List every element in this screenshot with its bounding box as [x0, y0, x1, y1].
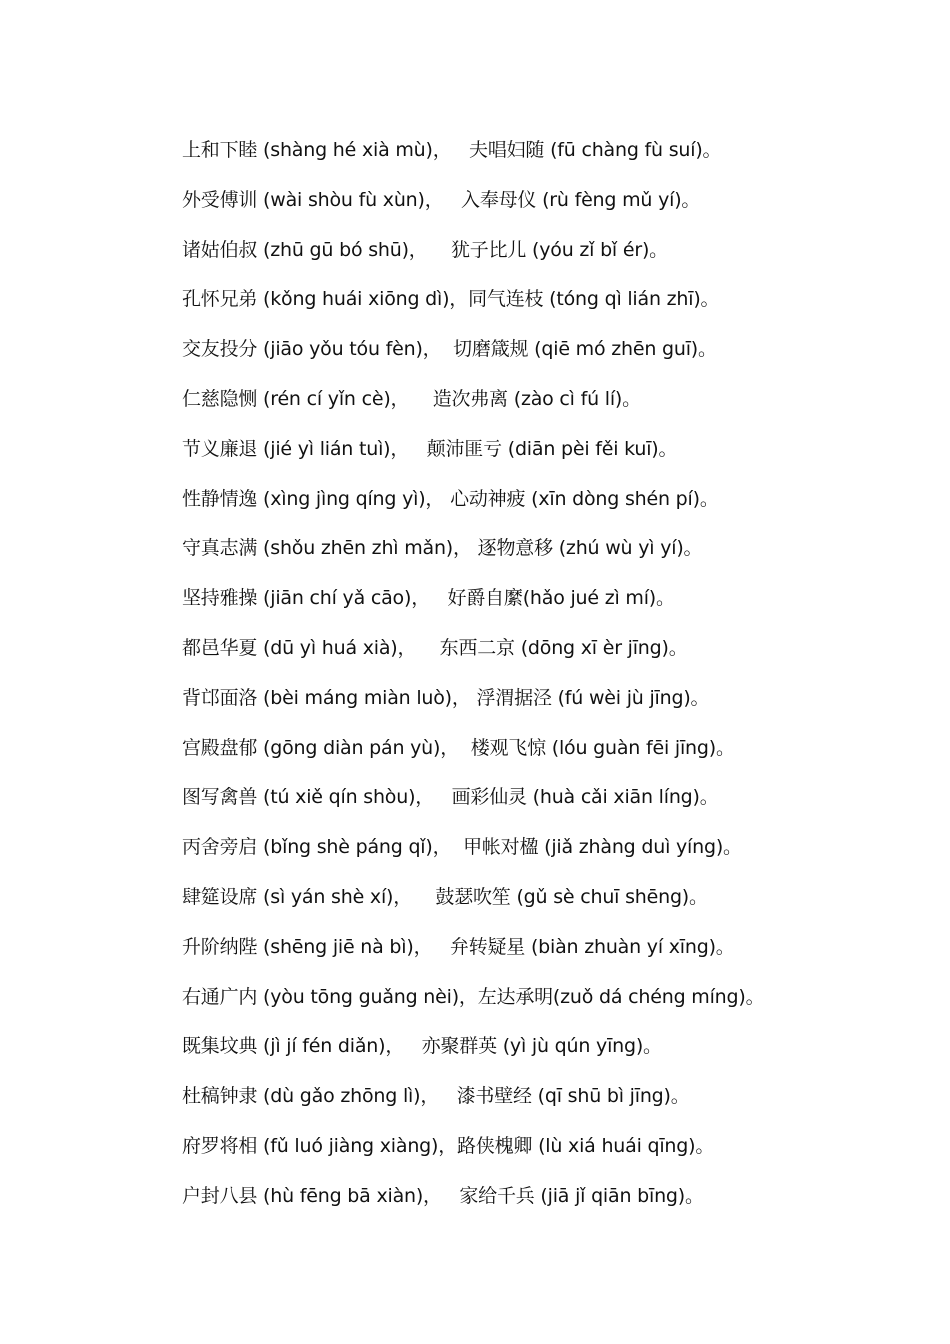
line-text: 肆筵设席 (sì yán shè xí)， 鼓瑟吹笙 (gǔ sè chuī shēng)。 — [182, 885, 708, 908]
text-line — [182, 134, 922, 184]
text-line — [182, 483, 922, 533]
text-line — [182, 433, 922, 483]
text-line — [182, 1130, 922, 1180]
line-text: 宫殿盘郁 (gōng diàn pán yù)， 楼观飞惊 (lóu guàn fēi jīng)。 — [182, 736, 735, 759]
line-text: 上和下睦 (shàng hé xià mù)， 夫唱妇随 (fū chàng fù suí)。 — [182, 139, 722, 161]
line-text: 仁慈隐恻 (rén cí yǐn cè)， 造次弗离 (zào cì fú lí)。 — [182, 387, 641, 410]
line-text: 外受傅训 (wài shòu fù xùn)， 入奉母仪 (rù fèng mǔ yí)。 — [182, 188, 701, 211]
line-text: 背邙面洛 (bèi máng miàn luò)， 浮渭据泾 (fú wèi jù jīng)。 — [182, 686, 710, 709]
text-line — [182, 981, 922, 1031]
line-text: 交友投分 (jiāo yǒu tóu fèn)， 切磨箴规 (qiē mó zhēn guī)。 — [182, 338, 717, 361]
text-line — [182, 333, 922, 383]
line-text: 既集坟典 (jì jí fén diǎn)， 亦聚群英 (yì jù qún yīng)。 — [182, 1035, 662, 1058]
line-text: 户封八县 (hù fēng bā xiàn)， 家给千兵 (jiā jǐ qiān bīng)。 — [182, 1184, 704, 1207]
text-line — [182, 184, 922, 234]
text-line — [182, 831, 922, 881]
line-text: 孔怀兄弟 (kǒng huái xiōng dì)，同气连枝 (tóng qì lián zhī)。 — [182, 288, 720, 311]
text-line — [182, 234, 922, 284]
line-text: 府罗将相 (fǔ luó jiàng xiàng)，路侠槐卿 (lù xiá huái qīng)。 — [182, 1134, 715, 1157]
text-line — [182, 781, 922, 831]
text-line — [182, 1180, 922, 1230]
line-text: 都邑华夏 (dū yì huá xià)， 东西二京 (dōng xī èr jīng)。 — [182, 636, 688, 659]
line-text: 升阶纳陛 (shēng jiē nà bì)， 弁转疑星 (biàn zhuàn yí xīng)。 — [182, 935, 735, 958]
text-line — [182, 931, 922, 981]
text-line — [182, 682, 922, 732]
line-text: 节义廉退 (jié yì lián tuì)， 颠沛匪亏 (diān pèi fěi kuī)。 — [182, 437, 678, 460]
text-line — [182, 632, 922, 682]
text-line — [182, 881, 922, 931]
line-text: 杜稿钟隶 (dù gǎo zhōng lì)， 漆书壁经 (qī shū bì jīng)。 — [182, 1085, 690, 1108]
text-lines — [182, 134, 922, 1230]
text-line — [182, 383, 922, 433]
text-line — [182, 1080, 922, 1130]
line-text: 丙舍旁启 (bǐng shè páng qǐ)， 甲帐对楹 (jiǎ zhàng duì yíng)。 — [182, 836, 742, 859]
text-line — [182, 732, 922, 782]
text-line — [182, 582, 922, 632]
text-line — [182, 532, 922, 582]
text-line — [182, 283, 922, 333]
line-text: 守真志满 (shǒu zhēn zhì mǎn)， 逐物意移 (zhú wù yì yí)。 — [182, 537, 703, 560]
line-text: 性静情逸 (xìng jìng qíng yì)， 心动神疲 (xīn dòng shén pí)。 — [182, 487, 719, 510]
line-text: 坚持雅操 (jiān chí yǎ cāo)， 好爵自縻(hǎo jué zì mí)。 — [182, 587, 675, 610]
text-line — [182, 1030, 922, 1080]
line-text: 图写禽兽 (tú xiě qín shòu)， 画彩仙灵 (huà cǎi xiān líng)。 — [182, 786, 719, 809]
line-text: 右通广内 (yòu tōng guǎng nèi)，左达承明(zuǒ dá chéng míng)。 — [182, 985, 765, 1008]
line-text: 诸姑伯叔 (zhū gū bó shū)， 犹子比儿 (yóu zǐ bǐ ér)。 — [182, 238, 668, 261]
